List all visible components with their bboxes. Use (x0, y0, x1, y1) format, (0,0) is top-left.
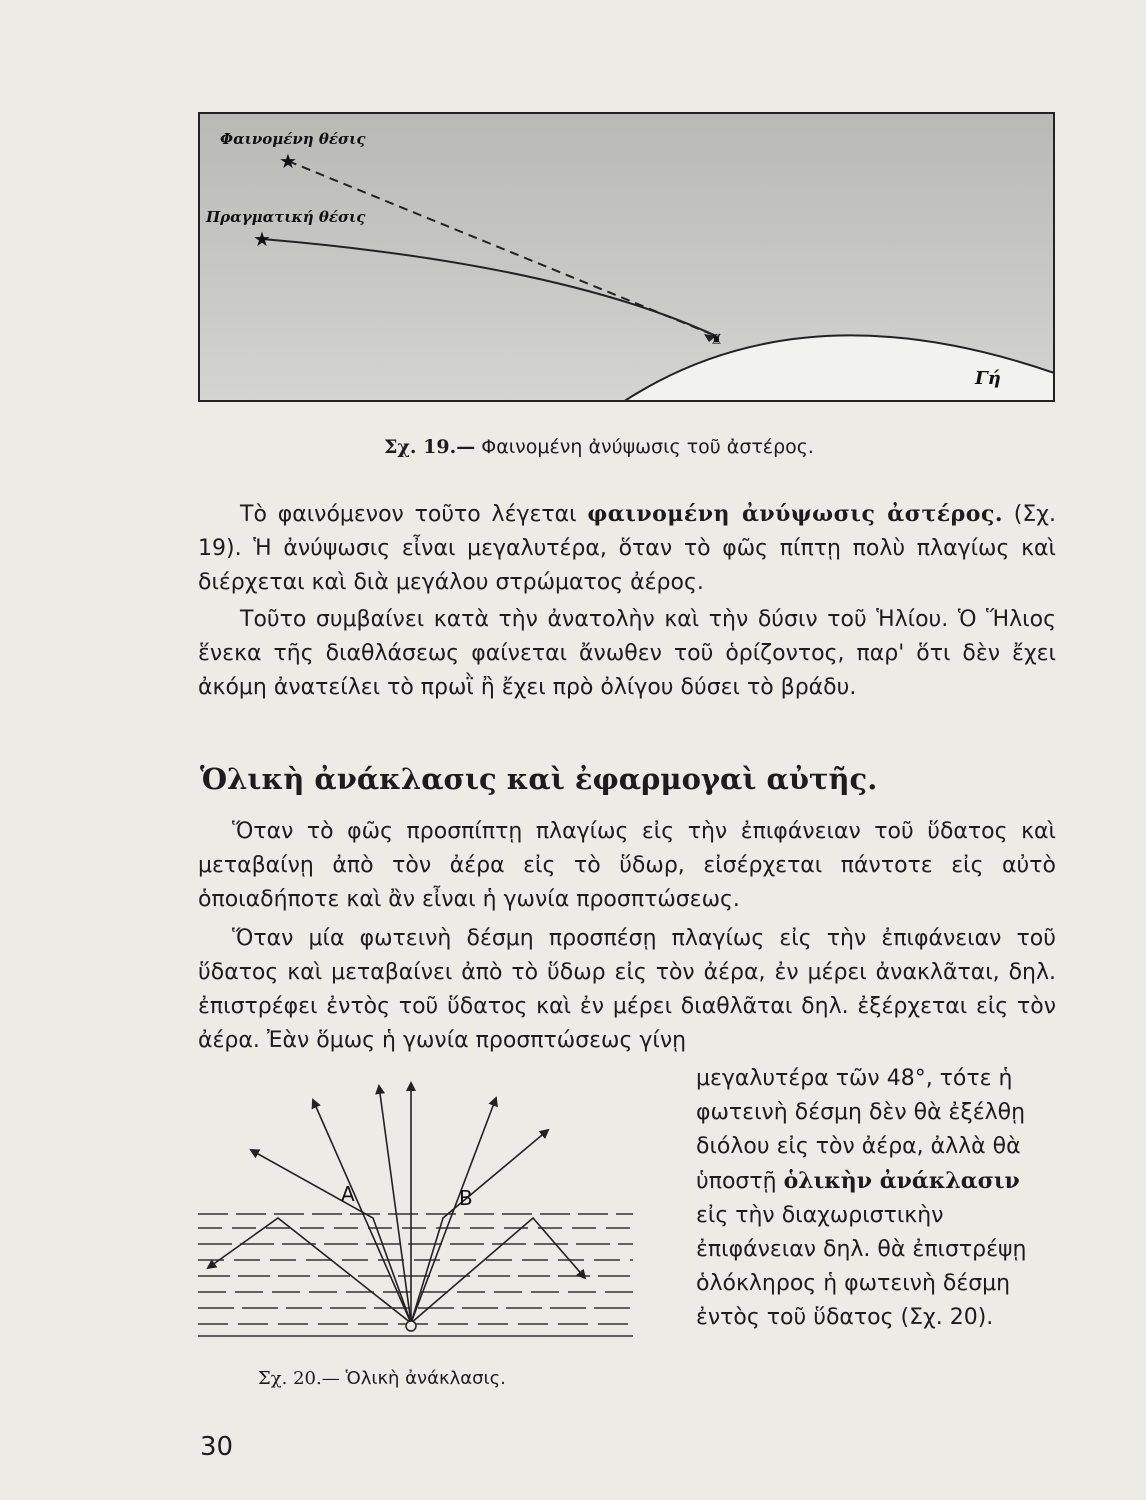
paragraph-1-text: Τὸ φαινόμενον τοῦτο λέγεται (240, 502, 588, 527)
section-title: Ὁλικὴ ἀνάκλασις καὶ ἐφαρμογαὶ αὐτῆς. (200, 762, 878, 796)
real-star-icon: ★ (253, 227, 271, 251)
paragraph-4-continued-text-cont: εἰς τὴν διαχωριστικὴν ἐπιφάνειαν δηλ. θὰ ἐπιστρέψῃ ὁλόκληρος ἡ φωτεινὴ δέσμη ἐντὸς τοῦ ὕδατος (Σχ. 20). (696, 1203, 1027, 1330)
figure-19-caption-text: Φαινομένη ἀνύψωσις τοῦ ἀστέρος. (481, 436, 814, 458)
light-source-point (406, 1321, 416, 1331)
figure-20-caption-text: Ὁλικὴ ἀνάκλασις. (345, 1368, 506, 1389)
term-total-reflection: ὁλικὴν ἀνάκλασιν (783, 1168, 1020, 1194)
figure-20-caption-label: Σχ. 20.— (258, 1368, 340, 1389)
water-lines (198, 1214, 633, 1336)
paragraph-3: Ὅταν τὸ φῶς προσπίπτῃ πλαγίως εἰς τὴν ἐπιφάνειαν τοῦ ὕδατος καὶ μεταβαίνῃ ἀπὸ τὸν ἀέρα εἰς τὸ ὕδωρ, εἰσέρχεται πάντοτε εἰς αὐτὸ ὁποιαδήποτε καὶ ἂν εἶναι ἡ γωνία προσπτώσεως. (198, 819, 1056, 912)
paragraph-4: Ὅταν μία φωτεινὴ δέσμη προσπέσῃ πλαγίως εἰς τὴν ἐπιφάνειαν τοῦ ὕδατος καὶ μεταβαίνει ἀπὸ τὸ ὕδωρ εἰς τὸν ἀέρα, ἐν μέρει ἀνακλᾶται, δηλ. ἐπιστρέφει ἐντὸς τοῦ ὕδατος καὶ ἐν μέρει διαθλᾶται δηλ. ἐξέρχεται εἰς τὸν ἀέρα. Ἐὰν ὅμως ἡ γωνία προσπτώσεως γίνῃ (198, 926, 1056, 1053)
observer-icon: ♜ (710, 332, 723, 348)
figure-20 (193, 1078, 638, 1348)
figure-20-caption (258, 1368, 506, 1389)
label-o: O (193, 1078, 194, 1079)
page-number: 30 (200, 1432, 234, 1462)
paragraph-4-continued (696, 1062, 1056, 1335)
paragraph-4-continued-text: μεγαλυτέρα τῶν 48°, τότε ἡ φωτεινὴ δέσμη δὲν θὰ ἐξέλθῃ διόλου εἰς τὸν ἀέρα, ἀλλὰ θὰ ὑποστῇ (696, 1066, 1026, 1194)
apparent-star-icon: ★ (279, 149, 297, 173)
light-rays (208, 1083, 585, 1323)
figure-19-caption-label: Σχ. 19.— (384, 436, 476, 458)
label-real-position: Πραγματική θέσις (206, 208, 366, 226)
paragraph-1-text-cont: (Σχ. 19). Ἡ ἀνύψωσις εἶναι μεγαλυτέρα, ὅταν τὸ φῶς πίπτῃ πολὺ πλαγίως καὶ διέρχεται καὶ διὰ μεγάλου στρώματος ἀέρος. (198, 502, 1056, 595)
figure-19 (198, 112, 1055, 402)
paragraph-2: Τοῦτο συμβαίνει κατὰ τὴν ἀνατολὴν καὶ τὴν δύσιν τοῦ Ἡλίου. Ὁ Ἥλιος ἕνεκα τῆς διαθλάσεως φαίνεται ἄνωθεν τοῦ ὁρίζοντος, παρ' ὅτι δὲν ἔχει ἀκόμη ἀνατείλει τὸ πρωῒ ἢ ἔχει πρὸ ὀλίγου δύσει τὸ βράδυ. (198, 607, 1056, 700)
label-apparent-position: Φαινομένη θέσις (220, 130, 366, 148)
figure-19-caption (384, 436, 814, 458)
label-a: A (341, 1182, 355, 1206)
paragraph-1 (198, 497, 1056, 600)
term-apparent-elevation: φαινομένη ἀνύψωσις ἀστέρος. (587, 501, 1003, 527)
figure-19-drawing (200, 114, 1055, 402)
label-b: B (459, 1186, 473, 1210)
label-earth: Γή (975, 368, 1001, 389)
refracted-light-path (262, 239, 716, 336)
